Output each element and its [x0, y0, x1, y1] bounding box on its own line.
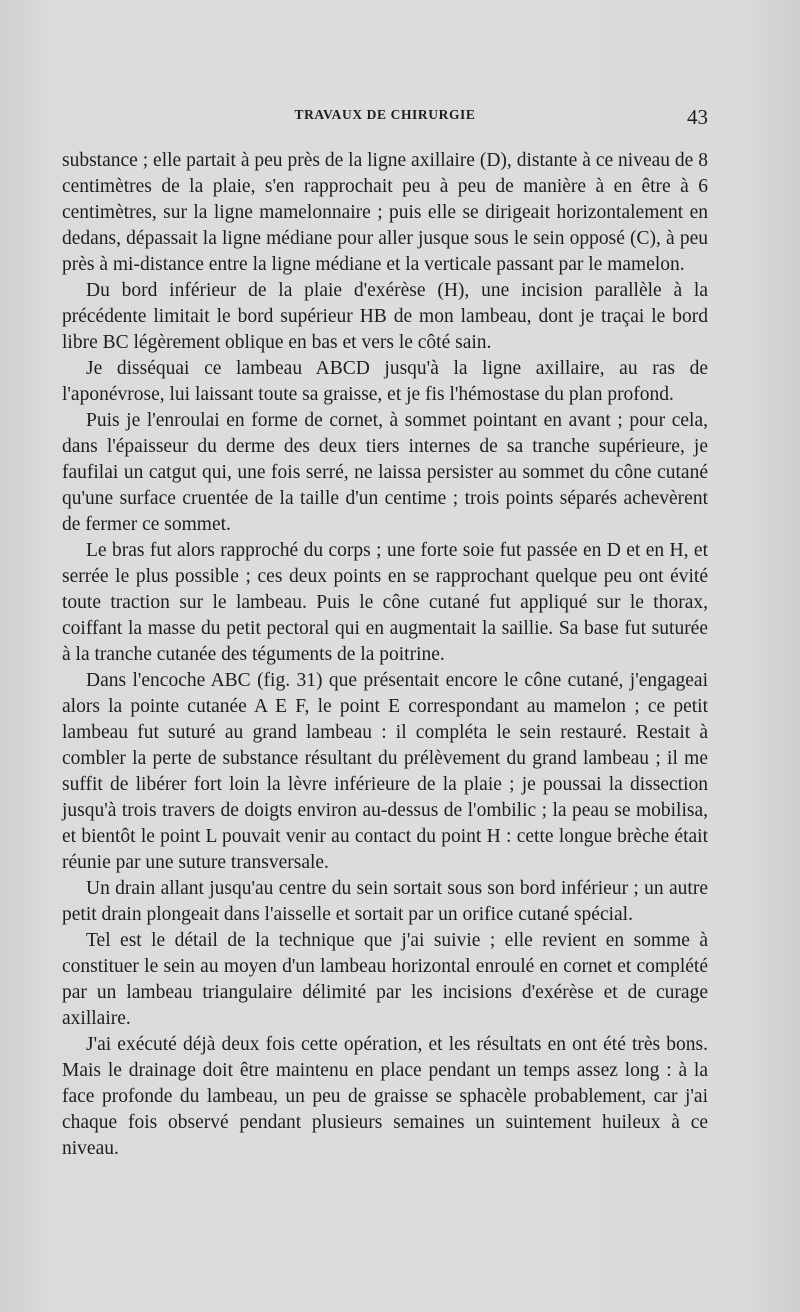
running-head — [62, 105, 708, 131]
paragraph: Puis je l'enroulai en forme de cornet, à sommet pointant en avant ; pour cela, dans l'épaisseur du derme des deux tiers internes de sa tranche supérieure, je faufilai un catgut qui, une fois serré, ne laissa persister au sommet du cône cutané qu'une surface cruentée de la taille d'un centime ; trois points séparés achevèrent de fermer ce sommet. — [62, 410, 708, 535]
paragraph: J'ai exécuté déjà deux fois cette opération, et les résultats en ont été très bons. Mais le drainage doit être maintenu en place pendant un temps assez long : à la face profonde du lambeau, un peu de graisse se sphacèle probablement, car j'ai chaque fois observé pendant plusieurs semaines un suintement huileux à ce niveau. — [62, 1034, 708, 1159]
page-number: 43 — [687, 105, 708, 129]
paragraph: Du bord inférieur de la plaie d'exérèse (H), une incision parallèle à la précédente limitait le bord supérieur HB de mon lambeau, dont je traçai le bord libre BC légèrement oblique en bas et vers le côté sain. — [62, 280, 708, 353]
paragraph: substance ; elle partait à peu près de la ligne axillaire (D), distante à ce niveau de 8 centimètres de la plaie, s'en rapprochait peu à peu de manière à en être à 6 centimètres, sur la ligne mamelonnaire ; puis elle se dirigeait horizontalement en dedans, dépassait la ligne médiane pour aller jusque sous le sein opposé (C), à peu près à mi-distance entre la ligne médiane et la verticale passant par le mamelon. — [62, 150, 708, 275]
running-title: TRAVAUX DE CHIRURGIE — [294, 107, 476, 122]
paragraph: Je disséquai ce lambeau ABCD jusqu'à la ligne axillaire, au ras de l'aponévrose, lui laissant toute sa graisse, et je fis l'hémostase du plan profond. — [62, 358, 708, 405]
paragraph: Dans l'encoche ABC (fig. 31) que présentait encore le cône cutané, j'engageai alors la pointe cutanée A E F, le point E correspondant au mamelon ; ce petit lambeau fut suturé au grand lambeau : il compléta le sein restauré. Restait à combler la perte de substance résultant du prélèvement du grand lambeau ; il me suffit de libérer fort loin la lèvre inférieure de la plaie ; je poussai la dissection jusqu'à trois travers de doigts environ au-dessus de l'ombilic ; la peau se mobilisa, et bientôt le point L pouvait venir au contact du point H : cette longue brèche était réunie par une suture transversale. — [62, 670, 708, 873]
paragraph: Un drain allant jusqu'au centre du sein sortait sous son bord inférieur ; un autre petit drain plongeait dans l'aisselle et sortait par un orifice cutané spécial. — [62, 878, 708, 925]
body-text — [62, 148, 708, 1162]
paragraph: Tel est le détail de la technique que j'ai suivie ; elle revient en somme à constituer le sein au moyen d'un lambeau horizontal enroulé en cornet et complété par un lambeau triangulaire délimité par les incisions d'exérèse et de curage axillaire. — [62, 930, 708, 1029]
paragraph: Le bras fut alors rapproché du corps ; une forte soie fut passée en D et en H, et serrée le plus possible ; ces deux points en se rapprochant quelque peu ont évité toute traction sur le lambeau. Puis le cône cutané fut appliqué sur le thorax, coiffant la masse du petit pectoral qui en augmentait la saillie. Sa base fut suturée à la tranche cutanée des téguments de la poitrine. — [62, 540, 708, 665]
